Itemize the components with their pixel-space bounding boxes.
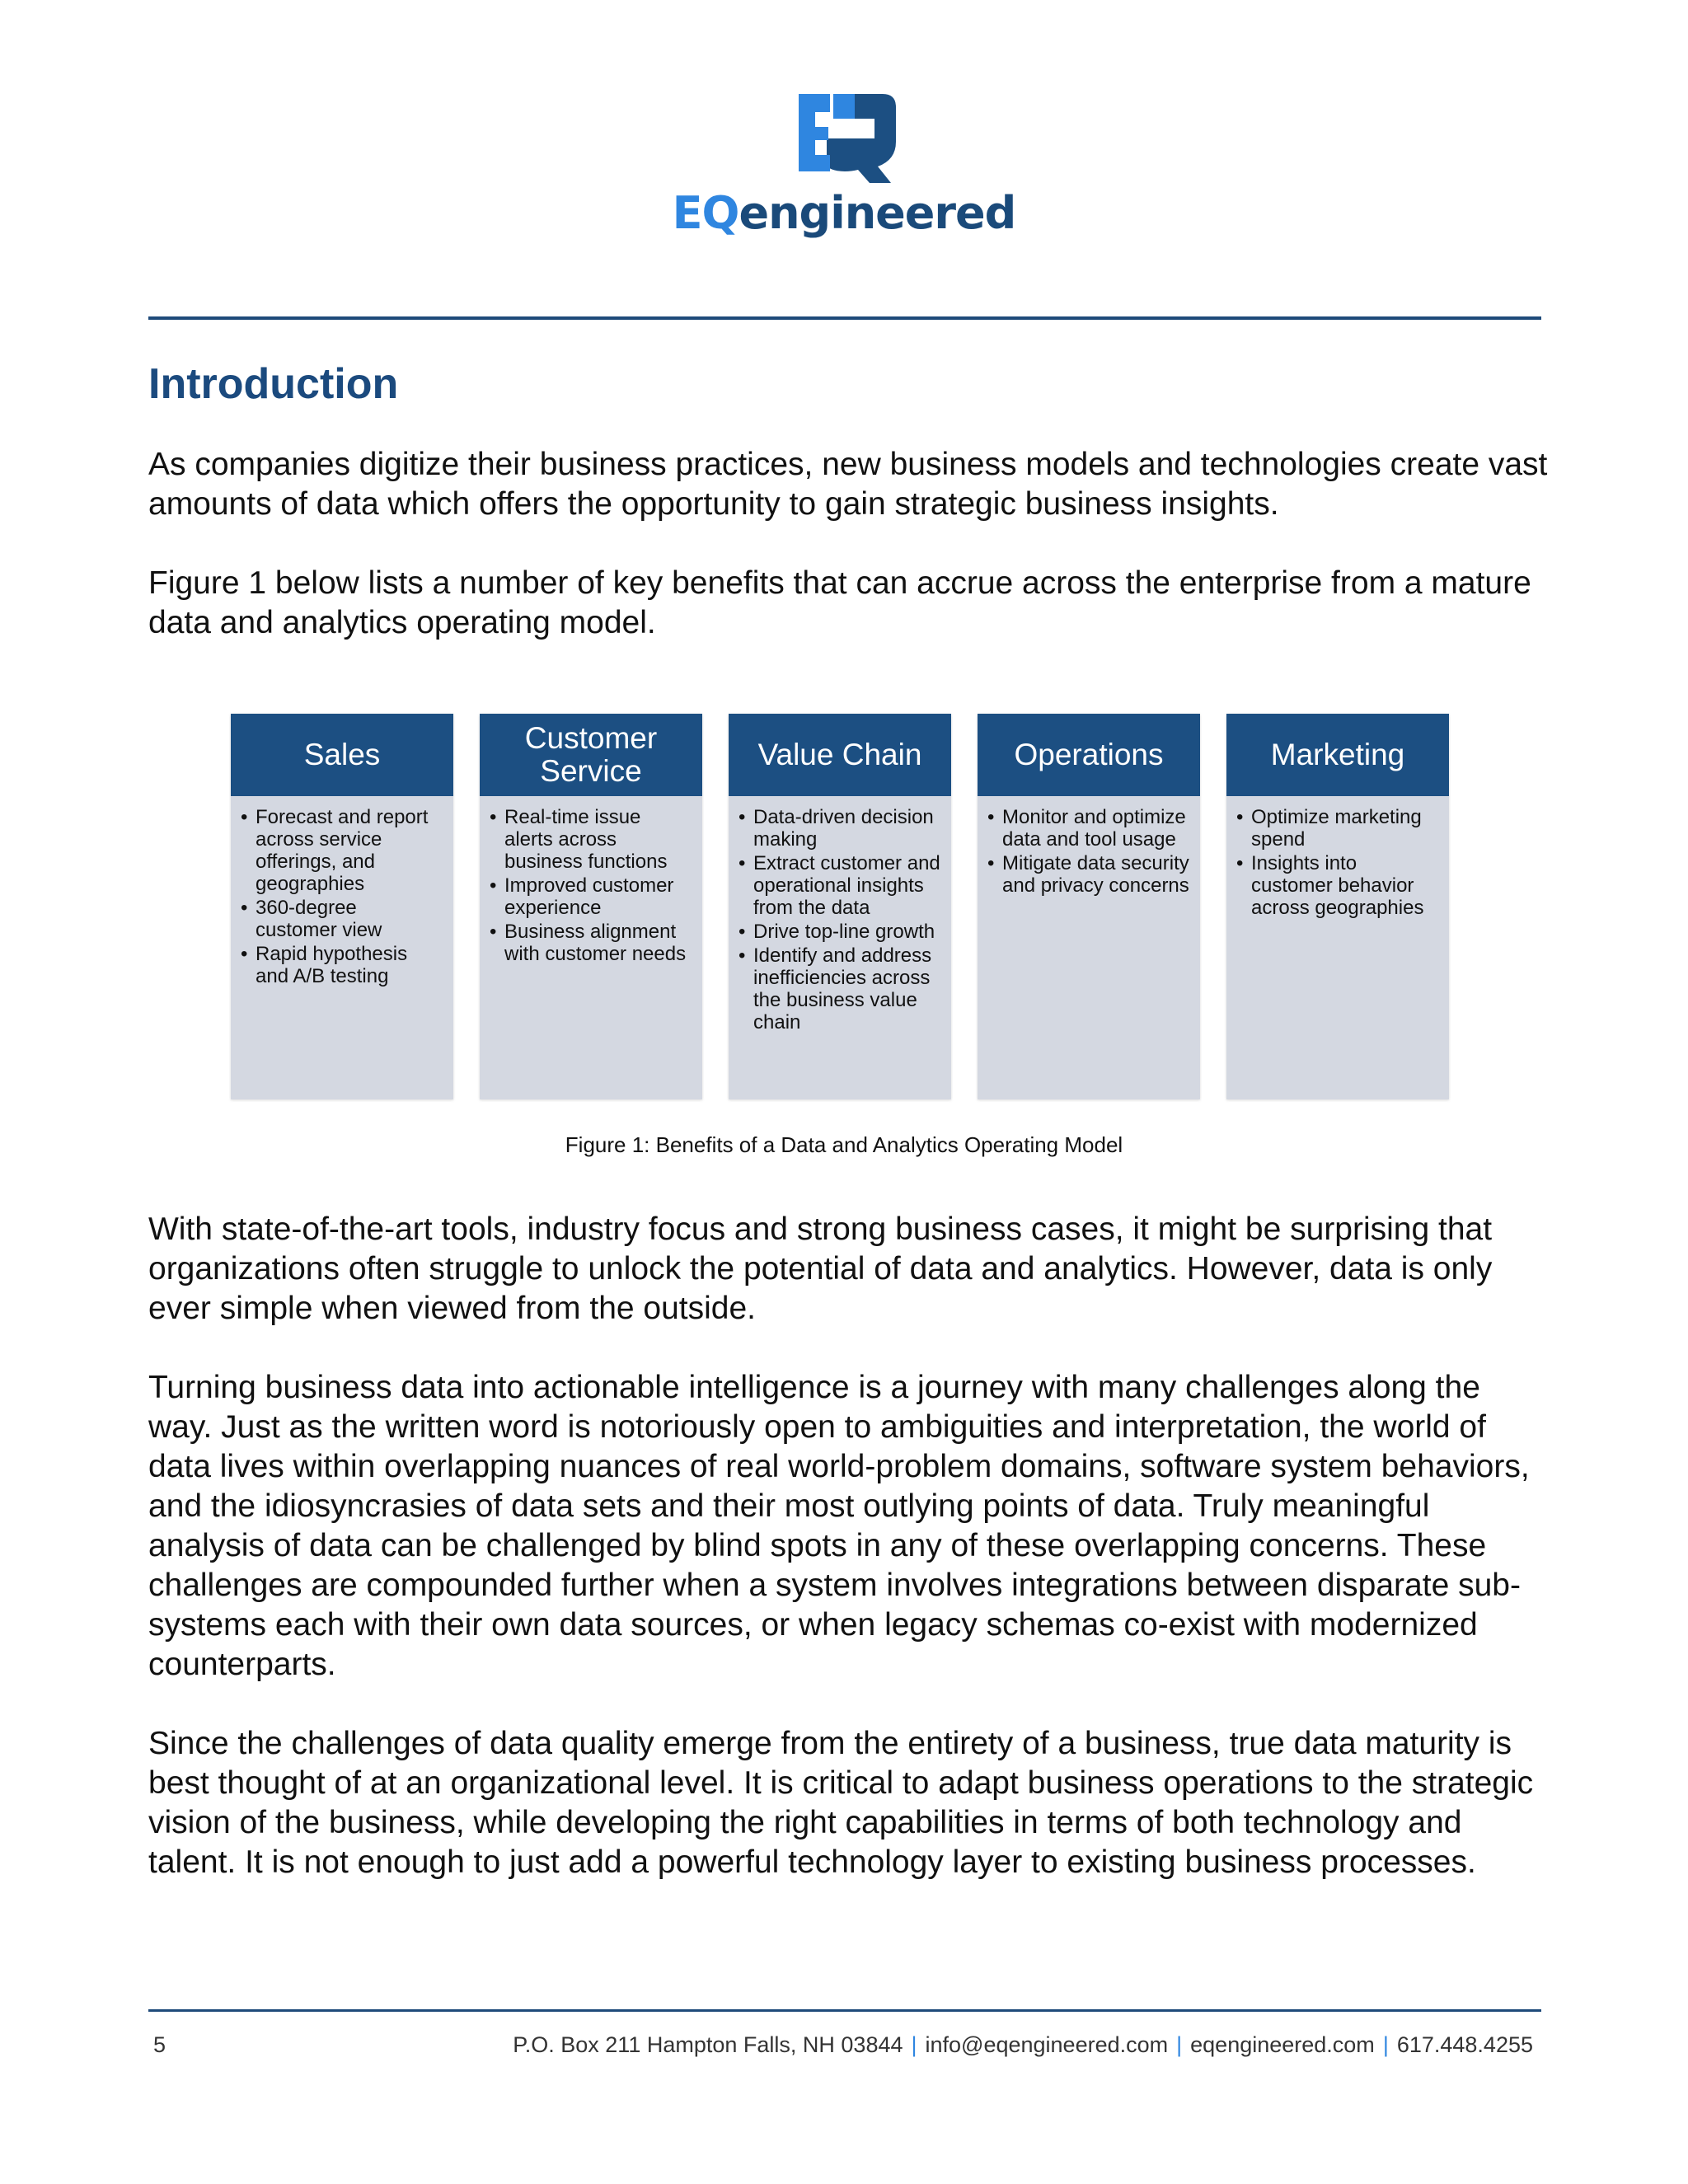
footer-separator: | [1382,2032,1389,2057]
logo-word-eq: EQ [672,187,739,239]
list-item: • Rapid hypothesis and A/B testing [241,943,443,987]
list-item: • Identify and address inefficiencies across the business value chain [738,944,941,1033]
list-item: • Monitor and optimize data and tool usage [987,806,1190,851]
list-item: • Insights into customer behavior across geographies [1236,852,1439,919]
footer-email[interactable]: info@eqengineered.com [925,2032,1169,2057]
company-logo [0,91,1688,239]
list-item: • Improved customer experience [490,874,692,919]
list-item: • 360-degree customer view [241,897,443,941]
page-number: 5 [153,2032,166,2057]
benefit-column-operations [978,714,1200,1099]
column-title: Customer Service [480,714,702,796]
logo-wordmark [0,187,1688,239]
header-divider [148,316,1541,320]
paragraph-1: As companies digitize their business practices, new business models and technologies create vast amounts of data which offers the opportunity to gain strategic business insights. [148,447,1548,522]
list-item: • Business alignment with customer needs [490,921,692,965]
column-list [480,796,702,965]
column-title: Marketing [1226,714,1449,796]
figure-caption: Figure 1: Benefits of a Data and Analytics Operating Model [565,1132,1123,1157]
footer-contact [513,2032,1533,2058]
footer-address: P.O. Box 211 Hampton Falls, NH 03844 [513,2032,903,2057]
logo-word-rest: engineered [738,187,1016,239]
footer-phone: 617.448.4255 [1396,2032,1533,2057]
paragraph-3: With state-of-the-art tools, industry focus and strong business cases, it might be surprising that organizations often struggle to unlock the potential of data and analytics. However, data is only ever simple when viewed from the outside. [148,1212,1493,1326]
footer-website[interactable]: eqengineered.com [1190,2032,1375,2057]
column-list [231,796,453,987]
list-item: • Extract customer and operational insights from the data [738,852,941,919]
list-item: • Data-driven decision making [738,806,941,851]
benefit-column-sales [231,714,453,1099]
benefit-column-value-chain [729,714,951,1099]
list-item: • Forecast and report across service offerings, and geographies [241,806,443,895]
list-item: • Drive top-line growth [738,921,941,943]
column-list [729,796,951,1033]
paragraph-5: Since the challenges of data quality emerge from the entirety of a business, true data maturity is best thought of at an organizational level. It is critical to adapt business operations to the strategic vision of the business, while developing the right capabilities in terms of both technology and talent. It is not enough to just add a powerful technology layer to existing business processes. [148,1726,1534,1880]
column-title: Operations [978,714,1200,796]
column-title: Sales [231,714,453,796]
footer-divider [148,2009,1541,2012]
paragraph-4: Turning business data into actionable intelligence is a journey with many challenges along the way. Just as the written word is notoriously open to ambiguities and interpretation, the world of data lives within overlapping nuances of real world-problem domains, software system behaviors, and the idiosyncrasies of data sets and their most outlying points of data. Truly meaningful analysis of data can be challenged by blind spots in any of these overlapping concerns. These challenges are compounded further when a system involves integrations between disparate sub-systems each with their own data sources, or when legacy schemas co-exist with modernized counterparts. [148,1370,1530,1682]
benefits-figure [231,714,1459,1101]
column-list [1226,796,1449,919]
eq-logo-icon [790,91,898,185]
paragraph-2: Figure 1 below lists a number of key benefits that can accrue across the enterprise from a mature data and analytics operating model. [148,565,1531,640]
footer-separator: | [1176,2032,1183,2057]
list-item: • Real-time issue alerts across business functions [490,806,692,873]
column-title: Value Chain [729,714,951,796]
list-item: • Mitigate data security and privacy concerns [987,852,1190,897]
column-list [978,796,1200,897]
section-heading: Introduction [148,360,399,408]
benefit-column-customer-service [480,714,702,1099]
list-item: • Optimize marketing spend [1236,806,1439,851]
footer-separator: | [911,2032,917,2057]
benefit-column-marketing [1226,714,1449,1099]
